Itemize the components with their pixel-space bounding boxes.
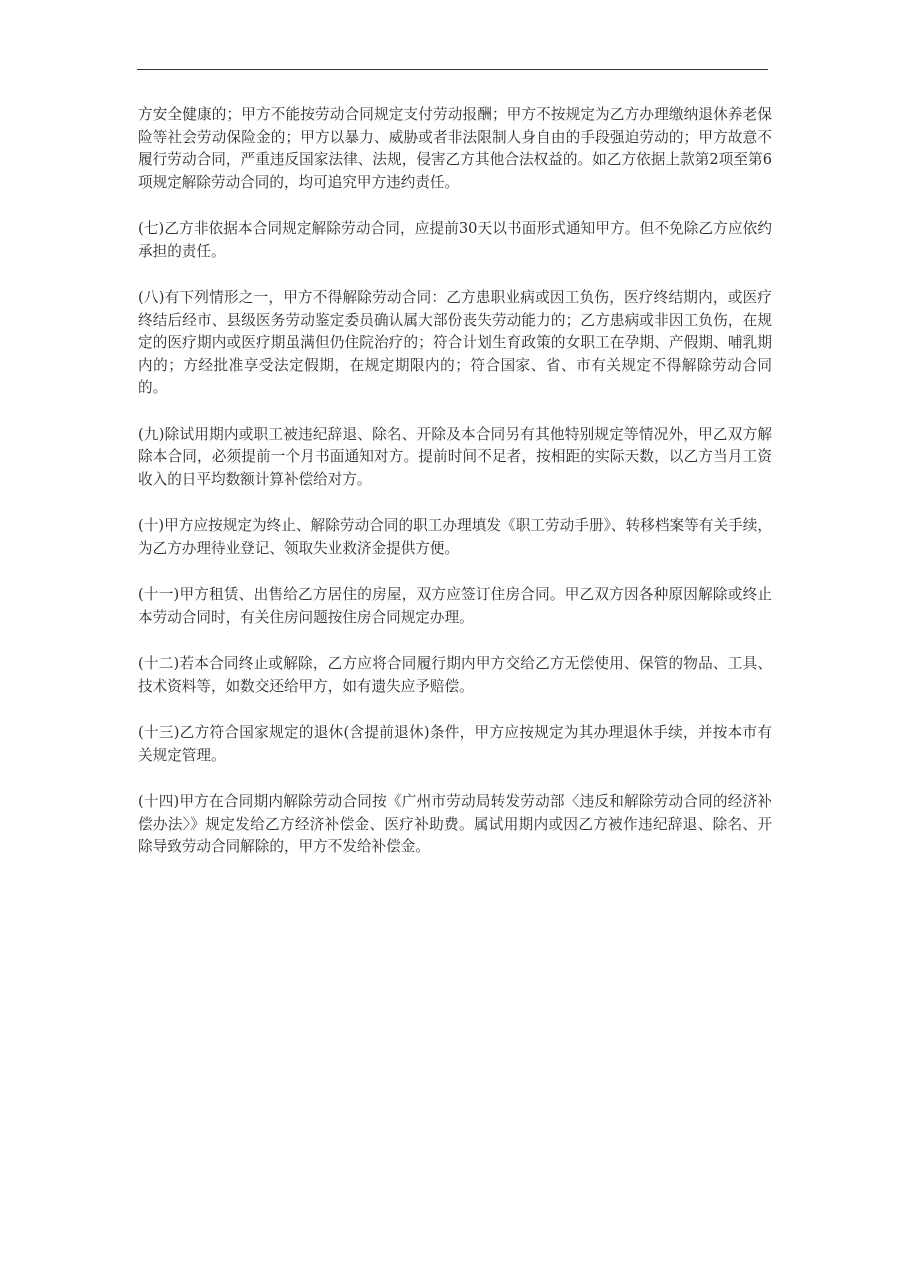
document-body — [138, 104, 772, 883]
paragraph-clause-10: (十)甲方应按规定为终止、解除劳动合同的职工办理填发《职工劳动手册》、转移档案等有关手续，为乙方办理待业登记、领取失业救济金提供方便。 — [138, 517, 772, 557]
paragraph-clause-14: (十四)甲方在合同期内解除劳动合同按《广州市劳动局转发劳动部〈违反和解除劳动合同的经济补偿办法〉》规定发给乙方经济补偿金、医疗补助费。属试用期内或因乙方被作违纪辞退、除名、开除导致劳动合同解除的，甲方不发给补偿金。 — [138, 793, 772, 855]
header-rule — [137, 69, 768, 70]
paragraph-clause-12: (十二)若本合同终止或解除，乙方应将合同履行期内甲方交给乙方无偿使用、保管的物品、工具、技术资料等，如数交还给甲方，如有遗失应予赔偿。 — [138, 655, 772, 695]
paragraph-clause-11: (十一)甲方租赁、出售给乙方居住的房屋，双方应签订住房合同。甲乙双方因各种原因解除或终止本劳动合同时，有关住房问题按住房合同规定办理。 — [138, 586, 772, 626]
paragraph-clause-7: (七)乙方非依据本合同规定解除劳动合同，应提前30天以书面形式通知甲方。但不免除乙方应依约承担的责任。 — [138, 220, 772, 260]
paragraph-continuation: 方安全健康的；甲方不能按劳动合同规定支付劳动报酬；甲方不按规定为乙方办理缴纳退休养老保险等社会劳动保险金的；甲方以暴力、威胁或者非法限制人身自由的手段强迫劳动的；甲方故意不履行劳动合同，严重违反国家法律、法规，侵害乙方其他合法权益的。如乙方依据上款第2项至第6项规定解除劳动合同的，均可追究甲方违约责任。 — [138, 106, 772, 191]
paragraph-clause-9: (九)除试用期内或职工被违纪辞退、除名、开除及本合同另有其他特别规定等情况外，甲乙双方解除本合同，必须提前一个月书面通知对方。提前时间不足者，按相距的实际天数，以乙方当月工资收入的日平均数额计算补偿给对方。 — [138, 425, 772, 488]
paragraph-clause-13: (十三)乙方符合国家规定的退休(含提前退休)条件，甲方应按规定为其办理退休手续，并按本市有关规定管理。 — [138, 724, 772, 764]
paragraph-clause-8: (八)有下列情形之一，甲方不得解除劳动合同：乙方患职业病或因工负伤，医疗终结期内，或医疗终结后经市、县级医务劳动鉴定委员确认属大部份丧失劳动能力的；乙方患病或非因工负伤，在规定的医疗期内或医疗期虽满但仍住院治疗的；符合计划生育政策的女职工在孕期、产假期、哺乳期内的；方经批准享受法定假期，在规定期限内的；符合国家、省、市有关规定不得解除劳动合同的。 — [138, 289, 772, 396]
